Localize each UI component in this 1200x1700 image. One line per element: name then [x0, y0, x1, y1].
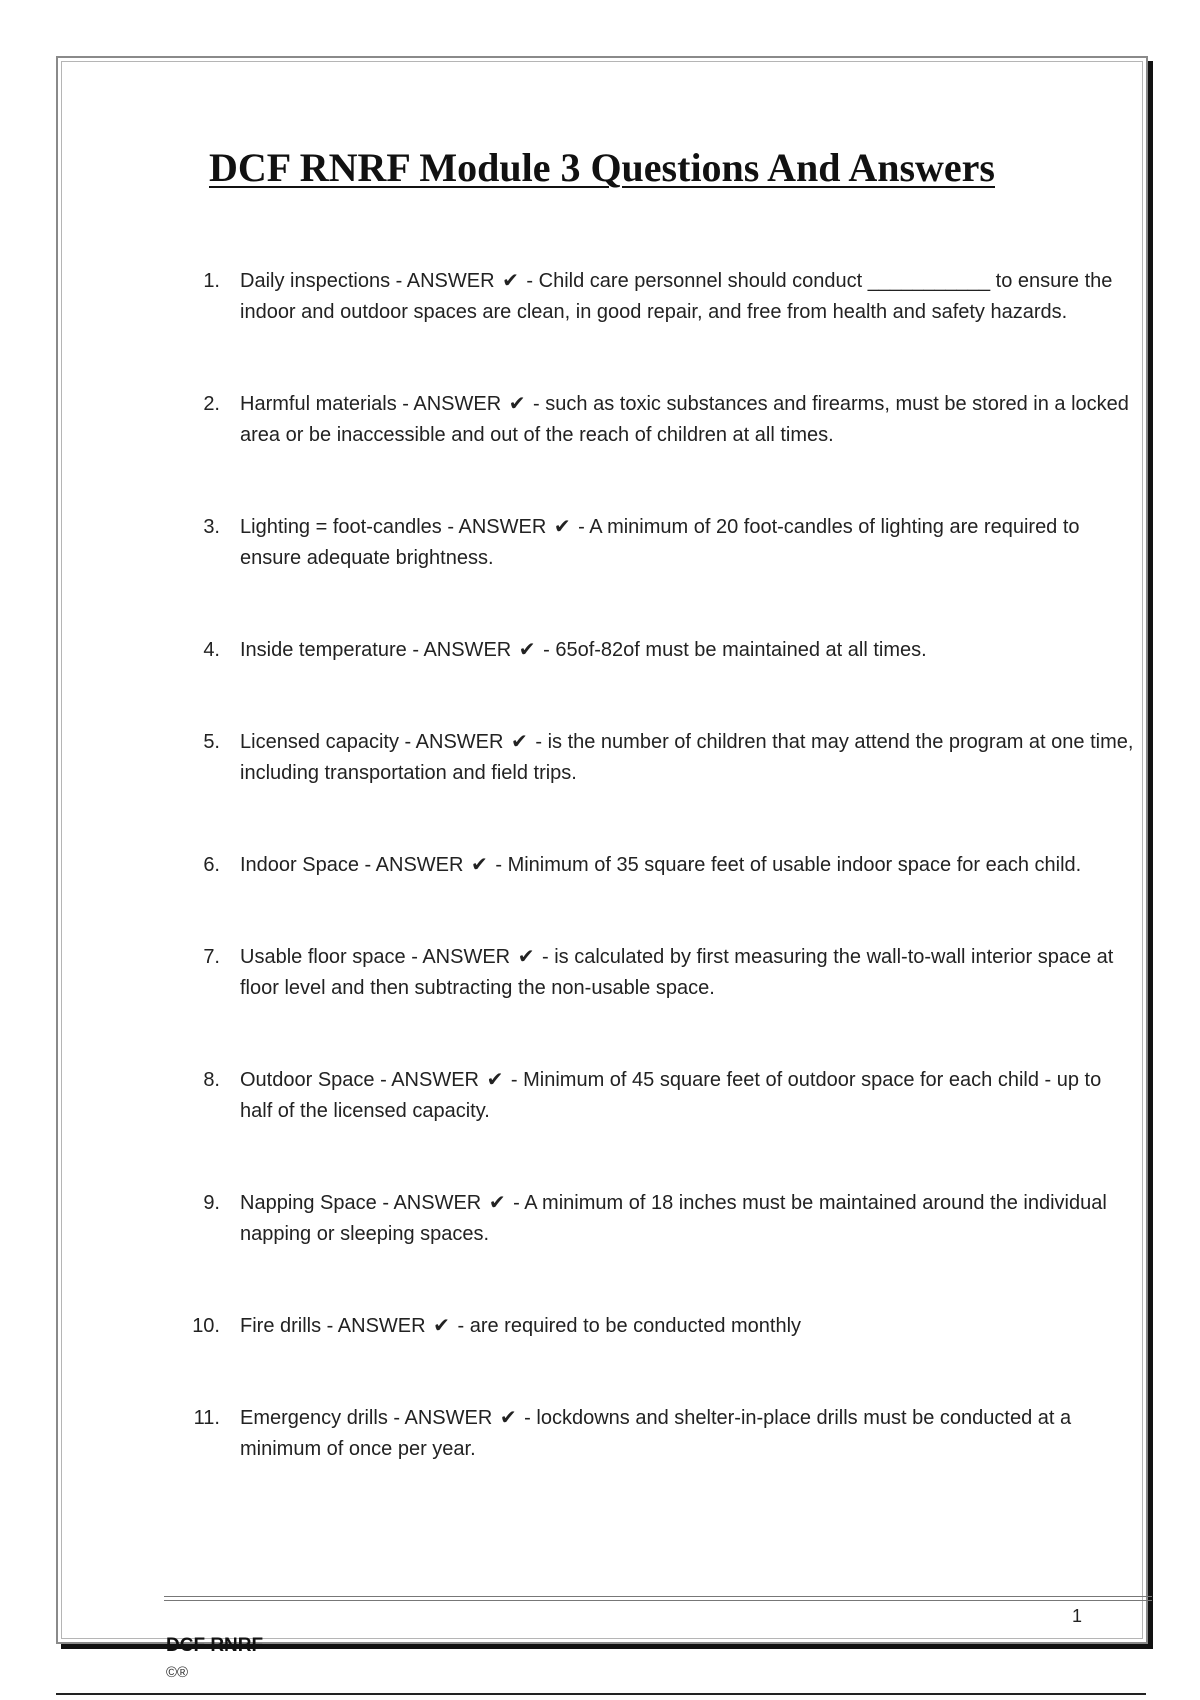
item-answer: is the number of children that may attend the program at one time, including transportation and field trips.	[240, 731, 1134, 784]
item-number: 6.	[203, 854, 220, 876]
item-term: Lighting = foot-candles	[240, 516, 442, 538]
answer-label: ANSWER	[375, 854, 464, 876]
answer-label: ANSWER	[413, 393, 502, 415]
item-number: 5.	[203, 731, 220, 753]
item-number: 10.	[192, 1315, 220, 1337]
answer-label: ANSWER	[404, 1407, 493, 1429]
item-number: 1.	[203, 270, 220, 292]
item-term: Indoor Space	[240, 854, 359, 876]
page-number: 1	[1071, 1606, 1082, 1626]
check-icon: ✔	[488, 1192, 506, 1214]
qa-item: 4. Inside temperature - ANSWER ✔ - 65of-82of must be maintained at all times.	[138, 635, 1138, 666]
qa-item: 5. Licensed capacity - ANSWER ✔ - is the number of children that may attend the program at one time, including transportation and field trips.	[138, 727, 1138, 789]
answer-label: ANSWER	[393, 1192, 482, 1214]
item-answer: such as toxic substances and firearms, must be stored in a locked area or be inaccessible and out of the reach of children at all times.	[240, 393, 1129, 446]
check-icon: ✔	[502, 270, 519, 292]
check-icon: ✔	[499, 1407, 517, 1429]
item-term: Licensed capacity	[240, 731, 399, 753]
qa-item: 6. Indoor Space - ANSWER ✔ - Minimum of 35 square feet of usable indoor space for each child.	[138, 850, 1138, 881]
answer-label: ANSWER	[415, 731, 504, 753]
qa-item: 7. Usable floor space - ANSWER ✔ - is calculated by first measuring the wall-to-wall interior space at floor level and then subtracting the non-usable space.	[138, 942, 1138, 1004]
answer-label: ANSWER	[337, 1315, 426, 1337]
check-icon: ✔	[517, 946, 535, 968]
document-page	[56, 56, 1148, 1681]
document-title: DCF RNRF Module 3 Questions And Answers	[209, 145, 995, 190]
item-answer: Child care personnel should conduct ___________ to ensure the indoor and outdoor spaces are clean, in good repair, and free from health and safety hazards.	[240, 270, 1113, 323]
item-term: Usable floor space	[240, 946, 406, 968]
answer-label: ANSWER	[422, 946, 511, 968]
check-icon: ✔	[433, 1315, 450, 1337]
qa-item: 2. Harmful materials - ANSWER ✔ - such as toxic substances and firearms, must be stored in a locked area or be inaccessible and out of the reach of children at all times.	[138, 389, 1138, 451]
check-icon: ✔	[471, 854, 488, 876]
footer-divider	[164, 1596, 1152, 1601]
item-answer: Minimum of 35 square feet of usable indoor space for each child.	[507, 854, 1082, 876]
qa-item: 10. Fire drills - ANSWER ✔ - are required to be conducted monthly	[138, 1311, 1138, 1342]
item-answer: A minimum of 20 foot-candles of lighting are required to ensure adequate brightness.	[240, 516, 1080, 569]
item-term: Daily inspections	[240, 270, 391, 292]
qa-item: 8. Outdoor Space - ANSWER ✔ - Minimum of 45 square feet of outdoor space for each child - up to half of the licensed capacity.	[138, 1065, 1138, 1127]
check-icon: ✔	[486, 1069, 504, 1091]
answer-label: ANSWER	[423, 639, 512, 661]
check-icon: ✔	[553, 516, 571, 538]
qa-item: 1. Daily inspections - ANSWER ✔ - Child care personnel should conduct ___________ to ensure the indoor and outdoor spaces are clean, in good repair, and free from health and safety hazards.	[138, 266, 1138, 328]
item-number: 2.	[203, 393, 220, 415]
item-answer: lockdowns and shelter-in-place drills must be conducted at a minimum of once per year.	[240, 1407, 1072, 1460]
answer-label: ANSWER	[458, 516, 547, 538]
item-number: 9.	[203, 1192, 220, 1214]
item-term: Emergency drills	[240, 1407, 388, 1429]
item-answer: are required to be conducted monthly	[469, 1315, 802, 1337]
item-number: 7.	[203, 946, 220, 968]
item-number: 4.	[203, 639, 220, 661]
check-icon: ✔	[511, 731, 528, 753]
item-answer: is calculated by first measuring the wall-to-wall interior space at floor level and then subtracting the non-usable space.	[240, 946, 1114, 999]
item-answer: 65of-82of must be maintained at all times.	[555, 639, 927, 661]
item-answer: A minimum of 18 inches must be maintained around the individual napping or sleeping spaces.	[240, 1192, 1107, 1245]
qa-item: 11. Emergency drills - ANSWER ✔ - lockdowns and shelter-in-place drills must be conducted at a minimum of once per year.	[138, 1403, 1138, 1465]
item-number: 11.	[193, 1407, 220, 1429]
item-number: 8.	[203, 1069, 220, 1091]
footer-brand: DCF RNRF	[166, 1635, 264, 1656]
copyright-mark: ©®	[166, 1664, 189, 1681]
qa-item: 9. Napping Space - ANSWER ✔ - A minimum of 18 inches must be maintained around the individual napping or sleeping spaces.	[138, 1188, 1138, 1250]
answer-label: ANSWER	[406, 270, 495, 292]
qa-item: 3. Lighting = foot-candles - ANSWER ✔ - A minimum of 20 foot-candles of lighting are required to ensure adequate brightness.	[138, 512, 1138, 574]
qa-list	[138, 266, 1138, 1465]
answer-label: ANSWER	[391, 1069, 479, 1091]
next-page-edge	[56, 1693, 1146, 1695]
item-term: Outdoor Space	[240, 1069, 375, 1091]
item-term: Inside temperature	[240, 639, 407, 661]
check-icon: ✔	[508, 393, 526, 415]
item-term: Harmful materials	[240, 393, 397, 415]
check-icon: ✔	[518, 639, 536, 661]
item-number: 3.	[203, 516, 220, 538]
item-term: Napping Space	[240, 1192, 377, 1214]
footer	[166, 1632, 263, 1686]
item-term: Fire drills	[240, 1315, 322, 1337]
item-answer: Minimum of 45 square feet of outdoor space for each child - up to half of the licensed capacity.	[240, 1069, 1102, 1122]
